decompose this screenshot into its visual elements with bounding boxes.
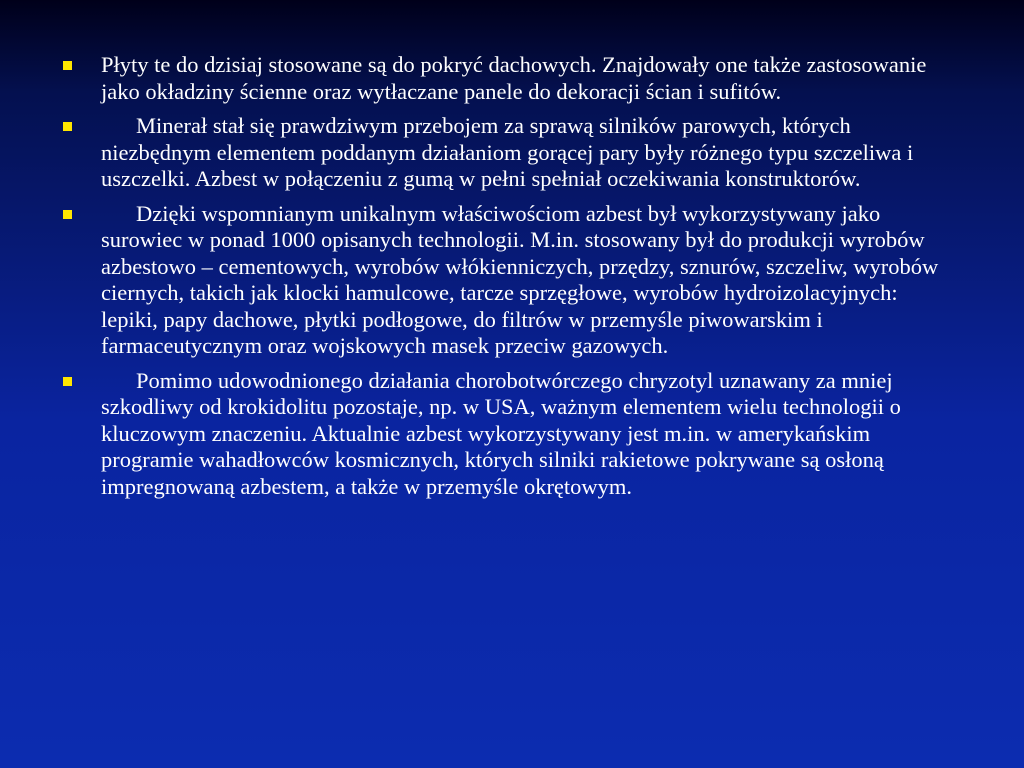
bullet-item [60,368,960,501]
bullet-text: Minerał stał się prawdziwym przebojem za sprawą silników parowych, których niezbędnym elementem poddanym działaniom gorącej pary były różnego typu szczeliwa i uszczelki. Azbest w połączeniu z gumą w pełni spełniał oczekiwania konstruktorów. [101,113,914,191]
bullet-item [60,52,960,105]
bullet-item [60,201,960,360]
bullet-list [60,52,960,508]
square-bullet-icon [63,122,72,131]
bullet-text: Dzięki wspomnianym unikalnym właściwościom azbest był wykorzystywany jako surowiec w ponad 1000 opisanych technologii. M.in. stosowany był do produkcji wyrobów azbestowo – cementowych, wyrobów włókienniczych, przędzy, sznurów, szczeliw, wyrobów ciernych, takich jak klocki hamulcowe, tarcze sprzęgłowe, wyrobów hydroizolacyjnych: lepiki, papy dachowe, płytki podłogowe, do filtrów w przemyśle piwowarskim i farmaceutycznym oraz wojskowych masek przeciw gazowych. [101,200,939,358]
bullet-text: Pomimo udowodnionego działania chorobotwórczego chryzotyl uznawany za mniej szkodliwy od krokidolitu pozostaje, np. w USA, ważnym elementem wielu technologii o kluczowym znaczeniu. Aktualnie azbest wykorzystywany jest m.in. w amerykańskim programie wahadłowców kosmicznych, których silniki rakietowe pokrywane są osłoną impregnowaną azbestem, a także w przemyśle okrętowym. [101,367,901,499]
square-bullet-icon [63,61,72,70]
square-bullet-icon [63,210,72,219]
bullet-item [60,113,960,193]
bullet-text: Płyty te do dzisiaj stosowane są do pokryć dachowych. Znajdowały one także zastosowanie jako okładziny ścienne oraz wytłaczane panele do dekoracji ścian i sufitów. [101,52,927,104]
square-bullet-icon [63,377,72,386]
